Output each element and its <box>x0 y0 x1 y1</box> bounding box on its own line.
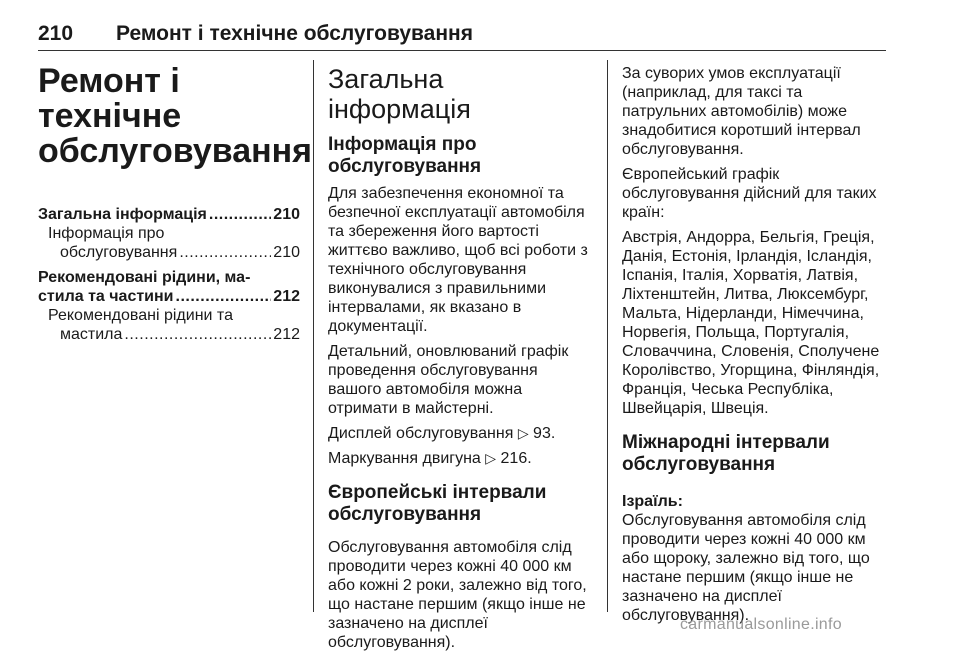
triangle-right-icon: ▷ <box>485 450 497 466</box>
toc-page: 210 <box>273 206 300 223</box>
column-divider <box>313 60 314 612</box>
toc-page: 212 <box>273 288 300 305</box>
watermark: carmanualsonline.info <box>680 616 842 633</box>
cross-reference[interactable]: Маркування двигуна ▷ 216. <box>328 450 532 467</box>
subsection-title: Міжнародні інтервали обслуговування <box>622 432 830 475</box>
toc-entry-service-info[interactable]: Інформація про обслуговування ..... 210 <box>38 224 300 262</box>
paragraph: Обслуговування автомобіля слід проводити через кожні 40 000 км або кожні 2 роки, залежно від того, що настане першим (якщо інше не зазначено на дисплеї обслуговування). <box>328 539 587 651</box>
triangle-right-icon: ▷ <box>517 425 529 441</box>
running-title: Ремонт і технічне обслуговування <box>116 22 473 45</box>
subsection-title: Європейські інтервали обслуговування <box>328 482 547 525</box>
subsection-title: Інформація про обслуговування <box>328 134 482 177</box>
paragraph: За суворих умов експлуатації (наприклад, для таксі та патрульних автомобілів) може знадобитися коротший інтервал обслуговування. <box>622 65 861 158</box>
paragraph: Детальний, оновлюваний графік проведення обслуговування вашого автомобіля можна отримати в майстерні. <box>328 343 569 417</box>
page-header <box>38 16 886 51</box>
content-column-2 <box>328 64 593 658</box>
paragraph: Для забезпечення економної та безпечної експлуатації автомобіля та збереження його вартості життєво важливо, щоб всі роботи з технічного обслуговування виконувалися з правильними інтервалами, як вказано в документації. <box>328 185 588 335</box>
page-number: 210 <box>38 22 74 45</box>
country-list: Австрія, Андорра, Бельгія, Греція, Данія, Естонія, Ірландія, Ісландія, Іспанія, Італія, Хорватія, Латвія, Ліхтенштейн, Литва, Люксембург, Мальта, Нідерланди, Німеччина, Норвегія, Польща, Португалія, Словаччина, Словенія, Сполучене Королівство, Угорщина, Фінляндія, Франція, Чеська Республіка, Швейцарія, Швеція. <box>622 229 880 417</box>
content-column-3 <box>622 64 890 631</box>
toc-page: 212 <box>273 326 300 343</box>
column-divider <box>607 60 608 612</box>
toc-column <box>38 62 313 344</box>
paragraph: Європейський графік обслуговування дійсний для таких країн: <box>622 166 877 221</box>
toc-entry-fluids-lubricants[interactable]: Рекомендовані рідини та мастила ..... 212 <box>38 306 300 344</box>
cross-reference[interactable]: Дисплей обслуговування ▷ 93. <box>328 425 556 442</box>
toc-entry-general-info[interactable]: Загальна інформація ..... 210 <box>38 205 300 224</box>
toc-page: 210 <box>273 244 300 261</box>
chapter-title: Ремонт і технічне обслуговування <box>38 62 313 170</box>
toc-entry-fluids-parts[interactable]: Рекомендовані рідини, ма- стила та частини ..... 212 <box>38 268 300 306</box>
region-label: Ізраїль: <box>622 493 683 510</box>
section-title: Загальна інформація <box>328 64 471 124</box>
paragraph: Обслуговування автомобіля слід проводити через кожні 40 000 км або щороку, залежно від того, що настане першим (якщо інше не зазначено на дисплеї обслуговування). <box>622 512 870 624</box>
